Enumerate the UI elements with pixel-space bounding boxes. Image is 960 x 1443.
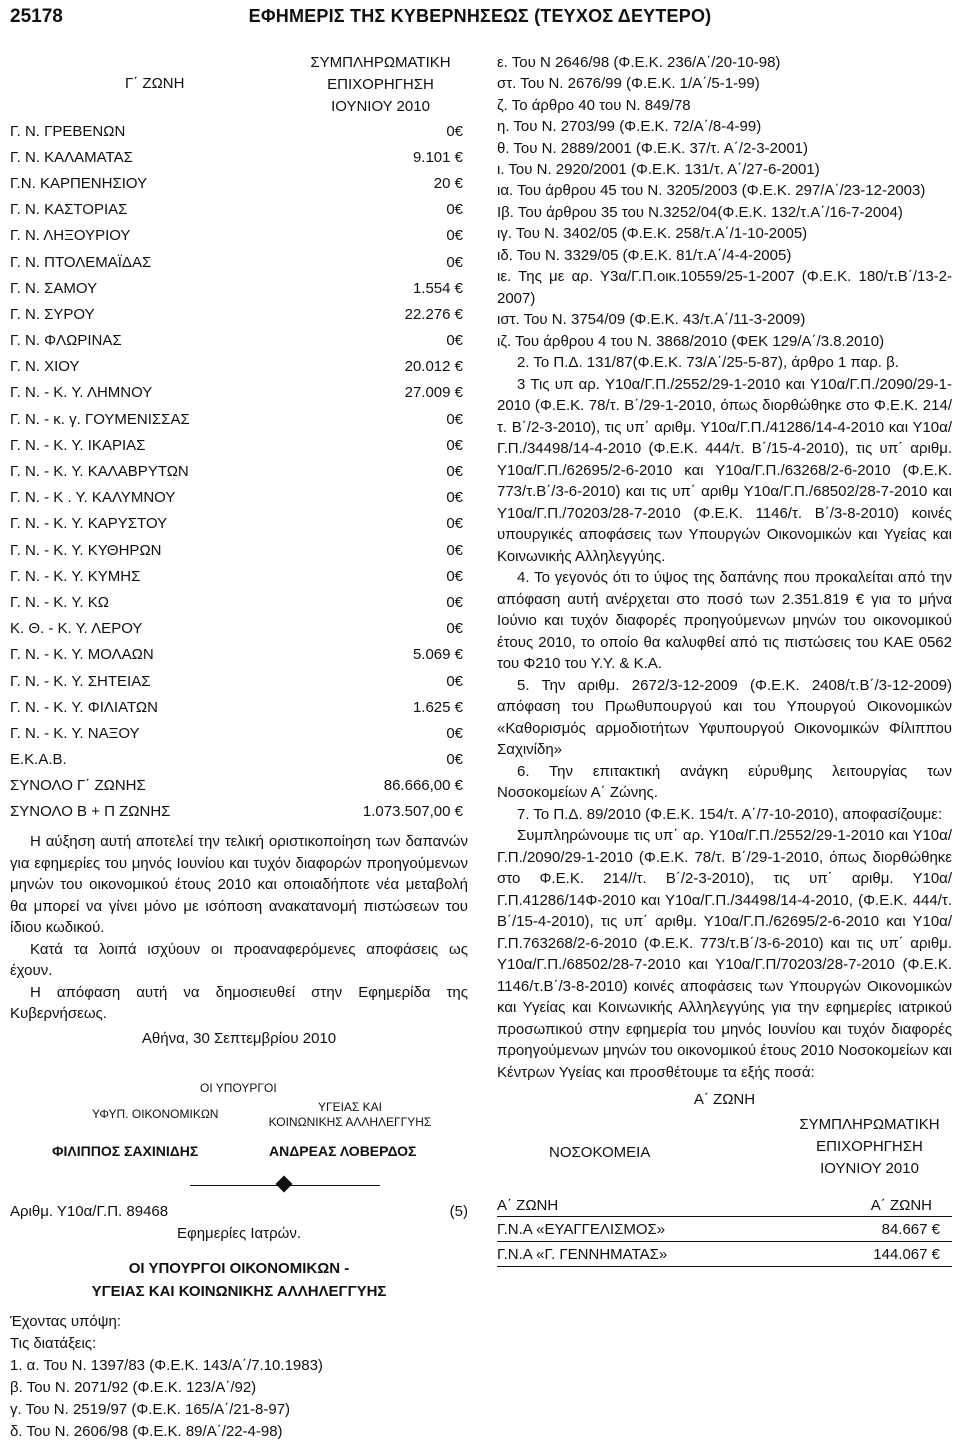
hospital-table-subheader: Α΄ ΖΩΝΗ Α΄ ΖΩΝΗ <box>497 1194 952 1217</box>
decision-text: Συμπληρώνουμε τις υπ΄ αρ. Υ10α/Γ.Π./2552/29-1-2010 και Υ10α/Γ.Π./2090/29-1-2010 (Φ.Ε.Κ. 78/τ. Β΄/29-1-2010, όπως διορθώθηκε στο Φ.Ε.Κ. 214//τ. Β΄/2-3-2010), τις υπ΄ αριθμ. Υ10α/Γ.Π.41286/14Φ-2010 και Υ10α/Γ.Π./34498/14-4-2010, (Φ.Ε.Κ. 444/τ. Β΄/15-4-2010), τις υπ΄ αριθμ. Υ10α/Γ.Π./62695/2-6-2010 και Υ10α/Γ.Π.763268/2-6-2010 (Φ.Ε.Κ. 773/τ.Β΄/3-6-2010) και τις υπ΄ αριθμ. Υ10α/Γ.Π./68502/28-7-2010 και Υ10α/Γ.Π/70203/28-7-2010 (Φ.Ε.Κ. 1146/τ.Β΄/3-8-2010) κοινές αποφάσεις των Υπουργών Οικονομικών και Υγείας και Κοινωνικής Αλληλεγγύης για την εφημερίες ιατρικού προσωπικού στην εφημερία του μηνός Ιουνίου και τυχόν διαφορές προηγούμενων μηνών του οικονομικού έτους 2010 Νοσοκομείων και Κέντρων Υγείας και προσθέτουμε τα εξής ποσά: <box>497 827 952 1081</box>
page-header <box>10 6 950 36</box>
law-item: ι. Του Ν. 2920/2001 (Φ.Ε.Κ. 131/τ. Α΄/27-6-2001) <box>497 161 820 179</box>
zone-a-title: Α΄ ΖΩΝΗ <box>693 1091 756 1109</box>
supplementary-column-title: ΣΥΜΠΛΗΡΩΜΑΤΙΚΗ ΕΠΙΧΟΡΗΓΗΣΗ ΙΟΥΝΙΟΥ 2010 <box>310 54 451 115</box>
table-row: Γ. Ν. - Κ. Υ. ΣΗΤΕΙΑΣ 0€ <box>10 672 463 690</box>
table-row: Γ. Ν. ΦΛΩΡΙΝΑΣ 0€ <box>10 332 463 350</box>
signer-left-name: ΦΙΛΙΠΠΟΣ ΣΑΧΙΝΙΔΗΣ <box>52 1142 199 1159</box>
table-row: Γ. Ν. ΧΙΟΥ 20.012 € <box>10 358 463 376</box>
diamond-icon <box>276 1175 293 1192</box>
table-row: Γ. Ν. - Κ . Υ. ΚΑΛΥΜΝΟΥ 0€ <box>10 489 463 507</box>
law-item: Ιβ. Του άρθρου 35 του Ν.3252/04(Φ.Ε.Κ. 132/τ.Α΄/16-7-2004) <box>497 203 903 221</box>
signer-right-name: ΑΝΔΡΕΑΣ ΛΟΒΕΡΔΟΣ <box>269 1142 417 1159</box>
law-item: η. Του Ν. 2703/99 (Φ.Ε.Κ. 72/Α΄/8-4-99) <box>497 118 762 136</box>
zone-c-table <box>10 118 468 825</box>
table-row: Γ.Ν.Α «Γ. ΓΕΝΝΗΜΑΤΑΣ» 144.067 € <box>497 1242 952 1267</box>
item-6: 6. Την επιτακτική ανάγκη εύρυθμης λειτουργίας των Νοσοκομείων Α΄ Ζώνης. <box>497 762 952 802</box>
signer-right-title: ΥΓΕΙΑΣ ΚΑΙ ΚΟΙΝΩΝΙΚΗΣ ΑΛΛΗΛΕΓΓΥΗΣ <box>268 1099 432 1129</box>
page-number: 25178 <box>10 6 63 27</box>
table-row: Γ. Ν. - Κ. Υ. ΚΥΜΗΣ 0€ <box>10 567 463 585</box>
decision-title-1: ΟΙ ΥΠΟΥΡΓΟΙ ΟΙΚΟΝΟΜΙΚΩΝ - <box>128 1259 350 1277</box>
item-7: 7. Το Π.Δ. 89/2010 (Φ.Ε.Κ. 154/τ. Α΄/7-10-2010), αποφασίζουμε: <box>517 805 943 823</box>
item-2: 2. Το Π.Δ. 131/87(Φ.Ε.Κ. 73/Α΄/25-5-87), άρθρο 1 παρ. β. <box>517 354 899 372</box>
law-item: ιγ. Του Ν. 3402/05 (Φ.Ε.Κ. 258/τ.Α΄/1-10-2005) <box>497 225 808 243</box>
item-3: 3 Τις υπ αρ. Υ10α/Γ.Π./2552/29-1-2010 και Υ10α/Γ.Π./2090/29-1-2010 (Φ.Ε.Κ. 78/τ. Β΄/29-1-2010, όπως διορθώθηκε στο Φ.Ε.Κ. 214/τ. Β΄/2-3-2010), τις υπ΄ αριθμ. Υ10α/Γ.Π./41286/14-4-2010 και Υ10α/Γ.Π./34498/14-4-2010 (Φ.Ε.Κ. 444/τ. Β΄/15-4-2010), τις υπ΄ αριθμ. Υ10α/Γ.Π./62695/2-6-2010 και Υ10α/Γ.Π./63268/2-6-2010 (Φ.Ε.Κ. 773/τ.Β΄/3-6-2010) και τις υπ΄ αριθμ Υ10α/Γ.Π./68502/28-7-2010 και Υ10α/Γ.Π./70203/28-7-2010 (Φ.Ε.Κ. 1146/τ. Β΄/3-8-2010) κοινές υπουργικές αποφάσεις των Υπουργών Οικονομικών και Υγείας και Κοινωνικής Αλληλεγγύης. <box>497 375 952 565</box>
table-row: Γ. Ν. ΣΑΜΟΥ 1.554 € <box>10 279 463 297</box>
zone-c-title: Γ΄ ΖΩΝΗ <box>125 75 185 92</box>
final-note-paragraph: Η αύξηση αυτή αποτελεί την τελική οριστικοποίηση των δαπανών για εφημερίες του μηνός Ιουνίου και τυχόν διαφορών προηγούμενων μηνών του οικονομικού έτους 2010 και οποιαδήποτε νέα μεταβολή θα μπορεί να γίνει μόνο με ισόποση ανακατανομή πιστώσεων του ίδιου κωδικού. <box>10 833 468 937</box>
table-row: Γ. Ν. - Κ. Υ. ΚΥΘΗΡΩΝ 0€ <box>10 541 463 559</box>
supplementary-column-title: ΣΥΜΠΛΗΡΩΜΑΤΙΚΗ ΕΠΙΧΟΡΗΓΗΣΗ ΙΟΥΝΙΟΥ 2010 <box>799 1116 940 1178</box>
decision-title-2: ΥΓΕΙΑΣ ΚΑΙ ΚΟΙΝΩΝΙΚΗΣ ΑΛΛΗΛΕΓΓΥΗΣ <box>91 1282 387 1300</box>
total-row-zone-c: ΣΥΝΟΛΟ Γ΄ ΖΩΝΗΣ 86.666,00 € <box>10 777 463 795</box>
section-divider <box>10 1175 468 1201</box>
hospitals-column-title: ΝΟΣΟΚΟΜΕΙΑ <box>549 1144 651 1162</box>
total-row-zone-b-p: ΣΥΝΟΛΟ Β + Π ΖΩΝΗΣ 1.073.507,00 € <box>10 803 463 821</box>
right-column <box>497 52 952 1267</box>
considering-heading: Έχοντας υπόψη: <box>10 1312 121 1330</box>
table-row: Ε.Κ.Α.Β. 0€ <box>10 751 463 769</box>
law-item: ιε. Της με αρ. Υ3α/Γ.Π.οικ.10559/25-1-2007 (Φ.Ε.Κ. 180/τ.Β΄/13-2-2007) <box>497 268 952 307</box>
zone-c-table-header <box>10 52 468 118</box>
decision-index: (5) <box>449 1203 468 1221</box>
table-row: Γ. Ν. - Κ. Υ. ΜΟΛΑΩΝ 5.069 € <box>10 646 463 664</box>
table-row: Γ. Ν. ΚΑΛΑΜΑΤΑΣ 9.101 € <box>10 148 463 166</box>
decision-reference <box>10 1201 468 1223</box>
table-row: Γ. Ν. - Κ. Υ. ΛΗΜΝΟΥ 27.009 € <box>10 384 463 402</box>
law-item: θ. Του Ν. 2889/2001 (Φ.Ε.Κ. 37/τ. Α΄/2-3-2001) <box>497 139 809 157</box>
table-row: Γ. Ν. ΛΗΞΟΥΡΙΟΥ 0€ <box>10 227 463 245</box>
table-row: Γ. Ν. ΣΥΡΟΥ 22.276 € <box>10 305 463 323</box>
table-row: Γ. Ν. - Κ. Υ. ΙΚΑΡΙΑΣ 0€ <box>10 436 463 454</box>
item-5: 5. Την αριθμ. 2672/3-12-2009 (Φ.Ε.Κ. 2408/τ.Β΄/3-12-2009) απόφαση του Πρωθυπουργού και του Υπουργού Οικονομικών «Καθορισμός αρμοδιοτήτων Υφυπουργού Οικονομικών Φίλιππου Σαχινίδη» <box>497 676 952 759</box>
table-row: Γ.Ν.Α «ΕΥΑΓΓΕΛΙΣΜΟΣ» 84.667 € <box>497 1217 952 1242</box>
law-item: ιζ. Του άρθρου 4 του Ν. 3868/2010 (ΦΕΚ 129/Α΄/3.8.2010) <box>497 332 885 350</box>
law-item: γ. Του Ν. 2519/97 (Φ.Ε.Κ. 165/Α΄/21-8-97) <box>10 1400 291 1418</box>
table-row: Γ. Ν. - Κ. Υ. ΚΑΡΥΣΤΟΥ 0€ <box>10 515 463 533</box>
table-row: Γ. Ν. ΓΡΕΒΕΝΩΝ 0€ <box>10 122 463 140</box>
law-item: 1. α. Του Ν. 1397/83 (Φ.Ε.Κ. 143/Α΄/7.10.1983) <box>10 1356 323 1374</box>
table-row: Κ. Θ. - Κ. Υ. ΛΕΡΟΥ 0€ <box>10 620 463 638</box>
law-item: στ. Του Ν. 2676/99 (Φ.Ε.Κ. 1/Α΄/5-1-99) <box>497 75 760 93</box>
provisions-heading: Τις διατάξεις: <box>10 1334 97 1352</box>
law-item: ια. Του άρθρου 45 του Ν. 3205/2003 (Φ.Ε.Κ. 297/Α΄/23-12-2003) <box>497 182 926 200</box>
publication-paragraph: Η απόφαση αυτή να δημοσιευθεί στην Εφημερίδα της Κυβερνήσεως. <box>10 983 468 1023</box>
table-row: Γ.Ν. ΚΑΡΠΕΝΗΣΙΟΥ 20 € <box>10 174 463 192</box>
decision-number: Αριθμ. Υ10α/Γ.Π. 89468 <box>10 1203 169 1221</box>
table-row: Γ. Ν. ΠΤΟΛΕΜΑΪΔΑΣ 0€ <box>10 253 463 271</box>
table-row: Γ. Ν. - κ. γ. ΓΟΥΜΕΝΙΣΣΑΣ 0€ <box>10 410 463 428</box>
table-row: Γ. Ν. - Κ. Υ. ΚΑΛΑΒΡΥΤΩΝ 0€ <box>10 463 463 481</box>
signatures-block <box>10 1025 468 1175</box>
remaining-provisions-paragraph: Κατά τα λοιπά ισχύουν οι προαναφερόμενες αποφάσεις ως έχουν. <box>10 940 468 980</box>
table-row: Γ. Ν. - Κ. Υ. ΚΩ 0€ <box>10 593 463 611</box>
item-4: 4. Το γεγονός ότι το ύψος της δαπάνης που προκαλείται από την απόφαση αυτή ανέρχεται στο ποσό των 2.351.819 € για το μήνα Ιούνιο και τυχόν διαφορές προηγούμενων μηνών του οικονομικού έτους 2010, το οποίο θα καλυφθεί από τις πιστώσεις του ΚΑΕ 0562 του Φ210 του Υ.Υ. & Κ.Α. <box>497 569 952 673</box>
left-column <box>10 52 468 1443</box>
law-item: ζ. Το άρθρο 40 του Ν. 849/78 <box>497 96 691 114</box>
law-item: δ. Του Ν. 2606/98 (Φ.Ε.Κ. 89/Α΄/22-4-98) <box>10 1422 283 1440</box>
gazette-title: ΕΦΗΜΕΡΙΣ ΤΗΣ ΚΥΒΕΡΝΗΣΕΩΣ (ΤΕΥΧΟΣ ΔΕΥΤΕΡΟ) <box>248 6 712 26</box>
hospital-table-header <box>497 1114 952 1194</box>
table-row: Γ. Ν. - Κ. Υ. ΦΙΛΙΑΤΩΝ 1.625 € <box>10 698 463 716</box>
law-item: ιδ. Του Ν. 3329/05 (Φ.Ε.Κ. 81/τ.Α΄/4-4-2005) <box>497 246 792 264</box>
table-row: Γ. Ν. ΚΑΣΤΟΡΙΑΣ 0€ <box>10 201 463 219</box>
ministers-heading: ΟΙ ΥΠΟΥΡΓΟΙ <box>200 1080 277 1095</box>
law-item: ιστ. Του Ν. 3754/09 (Φ.Ε.Κ. 43/τ.Α΄/11-3-2009) <box>497 311 806 329</box>
law-item: β. Του Ν. 2071/92 (Φ.Ε.Κ. 123/Α΄/92) <box>10 1378 257 1396</box>
sign-date: Αθήνα, 30 Σεπτεμβρίου 2010 <box>141 1029 337 1047</box>
table-row: Γ. Ν. - Κ. Υ. ΝΑΞΟΥ 0€ <box>10 724 463 742</box>
decision-subject: Εφημερίες Ιατρών. <box>176 1224 302 1242</box>
law-item: ε. Του Ν 2646/98 (Φ.Ε.Κ. 236/Α΄/20-10-98) <box>497 54 781 71</box>
signer-left-title: ΥΦΥΠ. ΟΙΚΟΝΟΜΙΚΩΝ <box>92 1106 219 1121</box>
